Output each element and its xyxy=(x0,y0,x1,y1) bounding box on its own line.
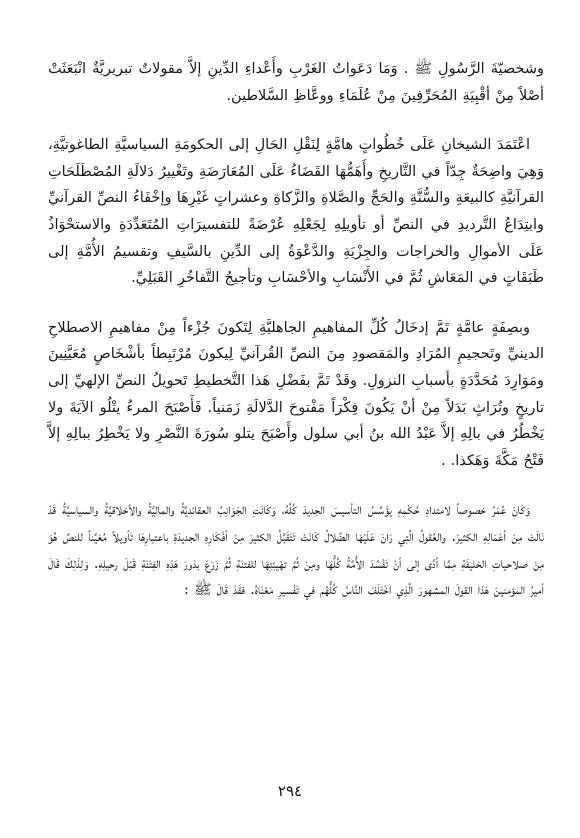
page-number: ٢٩٤ xyxy=(277,782,303,800)
paragraph-3: وبصِفَةٍ عامَّةٍ تَمَّ إدخَالُ كُلِّ المفاهيمِ الجاهليَّةِ لِتَكونَ جُزْءاً مِنْ مفاهيمِ الاصطلاحِ الدينيِّ وتَحجيمِ المُرَادِ والمَقصودِ مِنَ النصِّ القُرآنيِّ لِيكونَ مُرْتَبِطاً بأشْخَاصٍ مُعَيَّنِينَ ومَوَارِدَ مُحَدَّدَةٍ بأسبابِ النزولِ. وقَدْ تَمَّ بفَضْلِ هَذا التَّخطيطِ تَحويلُ النصِّ الإلهيِّ إلى تاريخٍ وتُرَاثٍ بَدَلاً مِنْ أنْ يَكُونَ فِكْرَاً مَفْتوحَ الدَّلالَةِ زَمَنياً. فَأَصْبَحَ المرءُ يتْلُو الآيَةَ ولا يَخْطُرُ في بالِهِ إلاَّ عَبْدُ الله بنُ أبي سلول وأَصْبَحَ يتلو سُورَةَ النَّصْرِ ولا يَخْطِرُ ببالِهِ إلاَّ فَتْحُ مَكَّةَ وَهَكذا. . xyxy=(48,319,544,469)
paragraph-4: وَكَانَ عُمَرُ خصوصاً لامتدادِ حُكْمِهِ يؤَسِّسُ التأسيسَ الجديدَ كُلَّهُ، وَكَانَتِ الجَوَانِبُ العقائديَّةُ والماليَّةُ والأخلاقيَّةُ والسياسيَّةُ قَدْ نَالَتْ مِنْ أعْمَالِهِ الكثيرَ. والعُقولُ الَّتِي رَانَ عَلَيْهَا الضَّلالُ كَانَتْ تَتَقَبَّلُ الكثيرَ مِنْ أفْكَارِهِ الجديدَةِ باعتبارِهَا تَأويلاً مُعَيَّناً للنصِّ هُوَ مِنْ صلاحياتِ الخليفَةِ مِمَّا أدَّى إلى أنْ تَفْسُدَ الأُمَّةُ كُلُّهَا ومِنْ ثُمَّ تهْيئِتِهَا للفتنَةِ ثُمَّ زَرَعَ بذورَ هَذِهِ الفِتْنَةِ قَبْلَ رحيلِهِ. وَلِذَلِكَ قَالَ أميرُ المؤمنينَ هَذا القولَ المشهورَ الَّذِي اخْتَلَفَ النَّاسُ كُلُّهُم في تَفْسيرِ مَعْنَاهُ. فقَدْ قَالَ ﷺ : xyxy=(48,502,544,599)
document-body xyxy=(48,56,544,604)
paragraph-1: وشخصيّةَ الرَّسُولِ ﷺ . وَمَا دَعَواتُ الغَرْبِ وأَعْداءِ الدِّينِ إلاَّ مقولاتٌ تبريريَّةٌ انْبَعَثَتْ أصْلاً مِنْ أقْبِيَةِ المُحَرِّفِينَ مِنْ عُلَمَاءِ ووعَّاظِ السَّلاطين. xyxy=(48,61,544,104)
paragraph-2: اعْتَمَدَ الشيخانِ عَلَى خُطُواتٍ هامَّةٍ لِنَقْلِ الحَالِ إلى الحكومَةِ السياسيَّةِ الطاغوتيَّةِ، وَهِيَ واضِحَةٌ جِدّاً في التَّاريخِ وأَهَمُّهَا القَضَاءُ عَلَى المُعَارَضَةِ وتَغْييرُ دَلالَةِ المُصْطَلَحَاتِ القرآنيَّةِ كالبيعَةِ والسُّنَّةِ والحَجِّ والصَّلاةِ والزَّكاةِ وعشراتٍ غَيْرِهَا وإخْفَاءُ النصِّ القرآنيِّ وابتِدَاعُ التَّرديدِ في النصِّ أو تأويلِهِ لِجَعْلِهِ عُرْضَةً للتفسيرَاتِ المُتَعَدِّدَةِ والاستحْوَاذُ عَلَى الأموالِ والخراجات والجِزْيَةِ والدَّعْوَةُ إلى الدِّينِ بالسَّيفِ وتقسيمُ الأُمَّةِ إلى طَبَقَاتٍ في المَعَاشِ ثُمَّ في الأَنْسَابِ والأحْسَابِ وتأجيجُ التَّفاخُرِ القَبَلِيِّ. xyxy=(48,137,544,287)
